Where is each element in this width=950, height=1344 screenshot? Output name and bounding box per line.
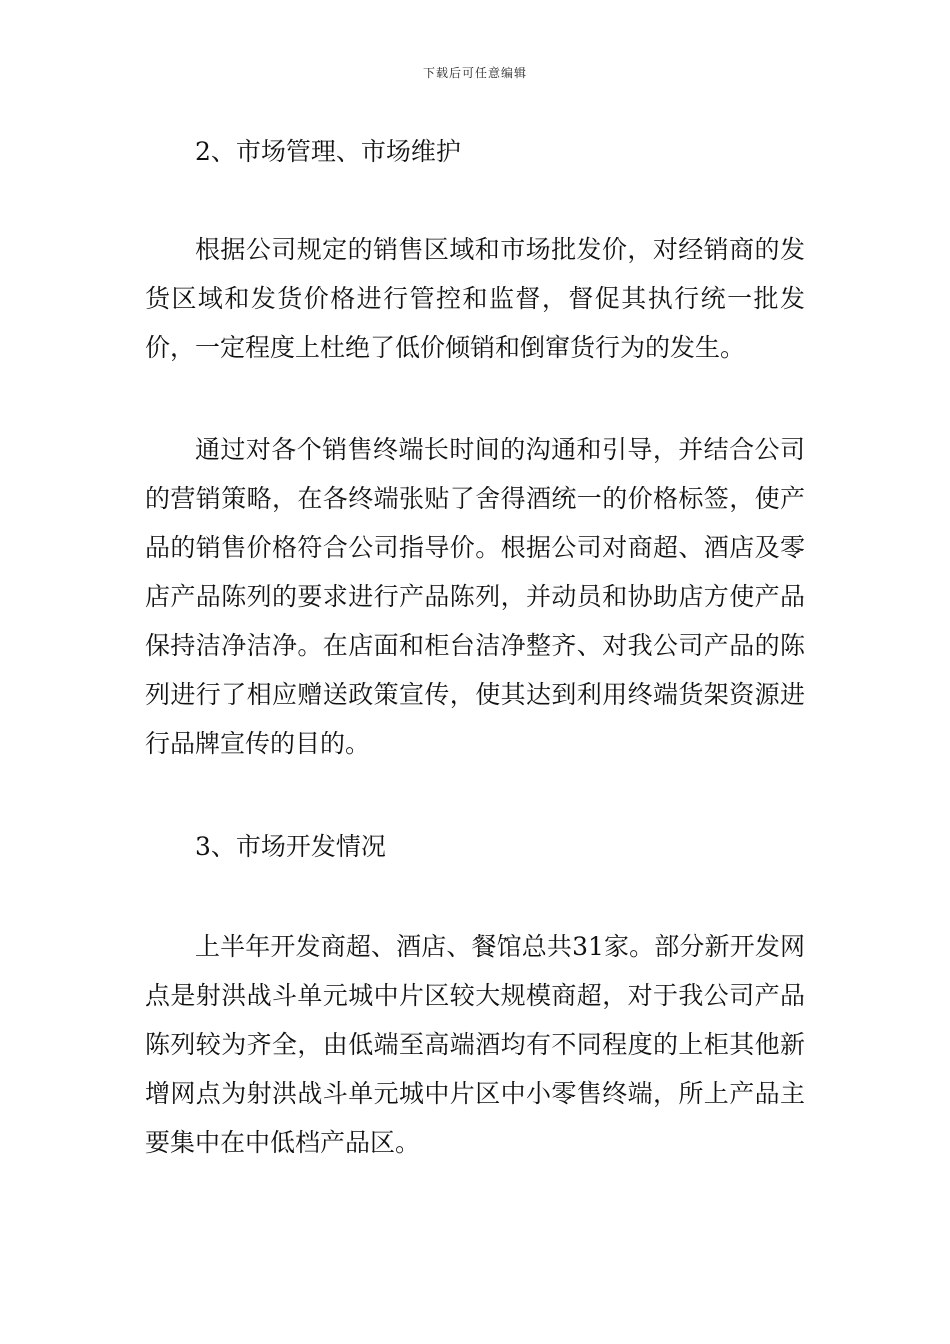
section-heading-market-management: 2、市场管理、市场维护 <box>195 137 461 166</box>
paragraph-terminal-display: 通过对各个销售终端长时间的沟通和引导，并结合公司的营销策略，在各终端张贴了舍得酒统一的价格标签，使产品的销售价格符合公司指导价。根据公司对商超、酒店及零店产品陈列的要求进行产品陈列，并动员和协助店方使产品保持洁净洁净。在店面和柜台洁净整齐、对我公司产品的陈列进行了相应赠送政策宣传，使其达到利用终端货架资源进行品牌宣传的目的。 <box>145 435 805 758</box>
section-heading-market-development: 3、市场开发情况 <box>195 832 386 861</box>
header-note: 下载后可任意编辑 <box>422 66 527 80</box>
paragraph-new-outlets: 上半年开发商超、酒店、餐馆总共31家。部分新开发网点是射洪战斗单元城中片区较大规模商超，对于我公司产品陈列较为齐全，由低端至高端酒均有不同程度的上柜其他新增网点为射洪战斗单元城中片区中小零售终端，所上产品主要集中在中低档产品区。 <box>145 932 805 1157</box>
paragraph-pricing-control: 根据公司规定的销售区域和市场批发价，对经销商的发货区域和发货价格进行管控和监督，督促其执行统一批发价，一定程度上杜绝了低价倾销和倒窜货行为的发生。 <box>145 235 805 362</box>
